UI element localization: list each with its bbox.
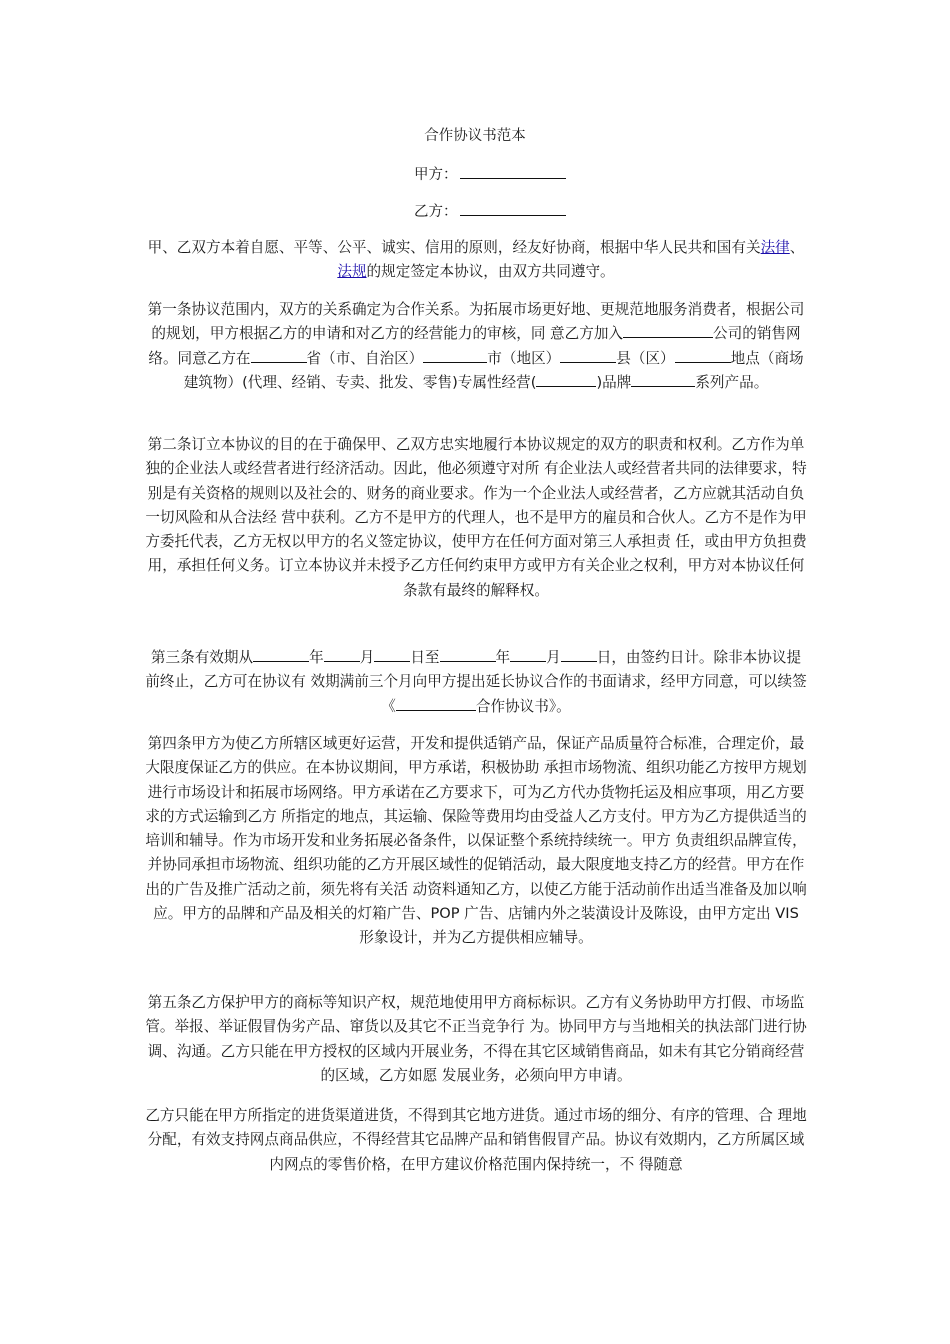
end-month-blank	[510, 646, 546, 662]
article-1-text-3: 省（市、自治区）	[306, 349, 424, 367]
start-month-blank	[324, 646, 360, 662]
article-1-paragraph	[144, 298, 808, 395]
article-3-text-2: 日，由签约日计。除非本协议提前终止，乙方可在协议有 效期满前三个月向甲方提出延长协议合作的书面请求，经甲方同意，可以续签《	[145, 649, 807, 715]
month-label-2: 月	[546, 649, 561, 666]
mode-blank	[536, 371, 596, 387]
article-1-text-5: 县（区）	[616, 349, 675, 367]
renewal-blank	[396, 695, 476, 711]
article-1-text-8: 系列产品。	[695, 373, 769, 391]
article-3-text: 第三条有效期从	[150, 649, 254, 666]
intro-paragraph	[144, 236, 808, 285]
regulation-link[interactable]: 法规	[337, 263, 367, 281]
article-1-text: 第一条协议范围内，双方的关系确定为合作关系。为拓展市场更好地、更规范地服务消费者，根据公司的规划，甲方根据乙方的申请和对乙方的经营能力的审核，同 意乙方加入	[147, 301, 805, 343]
party-a-line	[414, 164, 566, 185]
start-year-blank	[253, 646, 309, 662]
company-blank-2	[673, 322, 713, 338]
party-b-label: 乙方：	[414, 204, 458, 220]
intro-text: 甲、乙双方本着自愿、平等、公平、诚实、信用的原则，经友好协商，根据中华人民共和国有关	[147, 239, 761, 256]
article-4-paragraph: 第四条甲方为使乙方所辖区域更好运营，开发和提供适销产品，保证产品质量符合标准，合理定价，最大限度保证乙方的供应。在本协议期间，甲方承诺，积极协助 承担市场物流、组织功能乙方按甲方规划进行市场设计和拓展市场网络。甲方承诺在乙方要求下，可为乙方代办货物托运及相应事项，用乙方要求的方式运输到乙方 所指定的地点，其运输、保险等费用均由受益人乙方支付。甲方为乙方提供适当的培训和辅导。作为市场开发和业务拓展必备条件，以保证整个系统持续统一。甲方 负责组织品牌宣传，并协同承担市场物流、组织功能的乙方开展区域性的促销活动，最大限度地支持乙方的经营。甲方在作出的广告及推广活动之前，须先将有关活 动资料通知乙方，以使乙方能于活动前作出适当准备及加以响应。甲方的品牌和产品及相关的灯箱广告、POP 广告、店铺内外之装潢设计及陈设，由甲方定出 VIS 形象设计，并为乙方提供相应辅导。	[145, 735, 807, 947]
day-label: 日至	[410, 649, 440, 666]
party-a-blank	[460, 164, 566, 179]
article-5-paragraph: 第五条乙方保护甲方的商标等知识产权，规范地使用甲方商标标识。乙方有义务协助甲方打假、市场监管。举报、举证假冒伪劣产品、窜货以及其它不正当竞争行 为。协同甲方与当地相关的执法部门进行协调、沟通。乙方只能在甲方授权的区域内开展业务，不得在其它区域销售商品，如未有其它分销商经营的区域，乙方如愿 发展业务，必须向甲方申请。	[145, 994, 807, 1084]
intro-text-end: 的规定签定本协议，由双方共同遵守。	[366, 263, 615, 281]
end-year-blank	[440, 646, 496, 662]
start-day-blank	[374, 646, 410, 662]
province-blank	[251, 347, 307, 363]
company-blank	[623, 322, 673, 338]
year-label-2: 年	[495, 649, 511, 666]
brand-blank	[631, 371, 695, 387]
end-day-blank	[561, 646, 597, 662]
party-b-blank	[460, 201, 566, 216]
article-3-text-3: 合作协议书》。	[475, 697, 571, 715]
article-3-paragraph	[144, 646, 808, 719]
party-a-label: 甲方：	[414, 167, 458, 183]
county-blank	[560, 347, 616, 363]
article-1-text-4: 市（地区）	[487, 349, 561, 367]
article-1-text-7: )品牌	[596, 373, 632, 391]
party-b-line	[414, 201, 566, 222]
month-label: 月	[359, 649, 375, 666]
article-1-text-2: 公司的销售网络。同意乙方在	[148, 325, 801, 367]
document-title: 合作协议书范本	[424, 128, 526, 144]
year-label: 年	[309, 649, 324, 666]
city-blank	[423, 347, 487, 363]
article-1-text-6: 地点（商场建筑物）(代理、经销、专卖、批发、零售)专属性经营(	[183, 349, 804, 391]
law-link[interactable]: 法律	[760, 239, 790, 256]
article-2-paragraph: 第二条订立本协议的目的在于确保甲、乙双方忠实地履行本协议规定的双方的职责和权利。乙方作为单独的企业法人或经营者进行经济活动。因此，他必须遵守对所 有企业法人或经营者共同的法律要求，特别是有关资格的规则以及社会的、财务的商业要求。作为一个企业法人或经营者，乙方应就其活动自负一切风险和从合法经 营中获利。乙方不是甲方的代理人，也不是甲方的雇员和合伙人。乙方不是作为甲方委托代表，乙方无权以甲方的名义签定协议，使甲方在任何方面对第三人承担责 任，或由甲方负担费用，承担任何义务。订立本协议并未授予乙方任何约束甲方或甲方有关企业之权利，甲方对本协议任何条款有最终的解释权。	[145, 436, 807, 599]
article-6-paragraph: 乙方只能在甲方所指定的进货渠道进货，不得到其它地方进货。通过市场的细分、有序的管理、合 理地分配，有效支持网点商品供应，不得经营其它品牌产品和销售假冒产品。协议有效期内，乙方所属区域内网点的零售价格，在甲方建议价格范围内保持统一，不 得随意	[145, 1107, 807, 1173]
intro-separator: 、	[789, 239, 805, 256]
location-blank	[675, 347, 731, 363]
